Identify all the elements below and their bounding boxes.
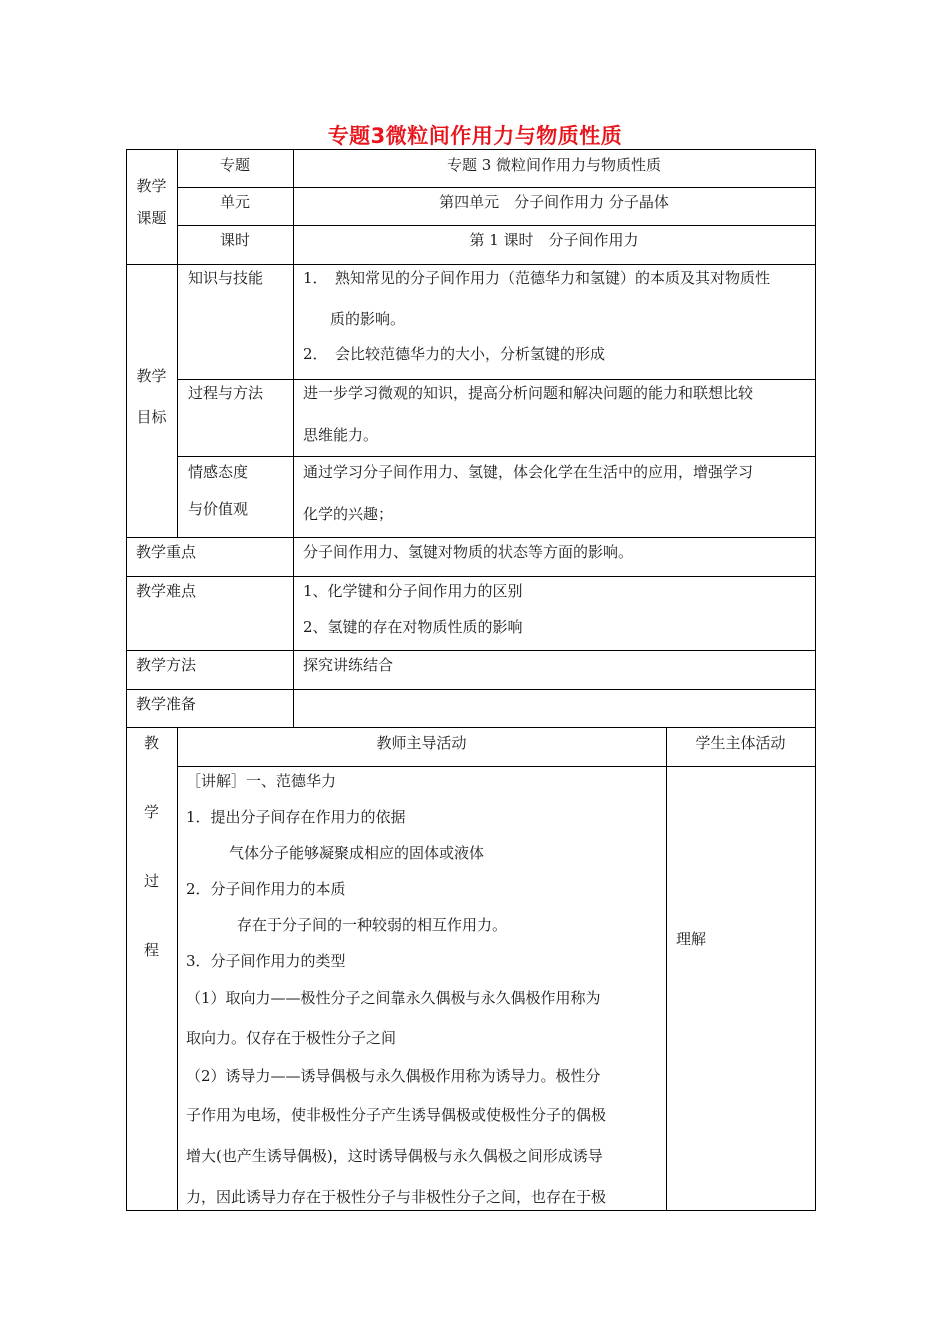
teacher-line: 1．提出分子间存在作用力的依据 bbox=[186, 808, 406, 826]
teacher-line: 取向力。仅存在于极性分子之间 bbox=[186, 1029, 397, 1047]
method-label: 教学方法 bbox=[136, 656, 197, 674]
goal-emotion-key-line1: 情感态度 bbox=[188, 463, 249, 481]
course-value-unit: 第四单元 分子间作用力 分子晶体 bbox=[439, 193, 669, 211]
prep-label: 教学准备 bbox=[136, 695, 197, 713]
student-activity-header: 学生主体活动 bbox=[695, 734, 786, 752]
goals-label-line1: 教学 bbox=[136, 367, 167, 385]
goal-knowledge-key: 知识与技能 bbox=[188, 269, 264, 287]
course-value-lesson: 第 1 课时 分子间作用力 bbox=[469, 231, 639, 249]
teacher-line: 存在于分子间的一种较弱的相互作用力。 bbox=[237, 916, 508, 934]
teacher-line: 子作用为电场，使非极性分子产生诱导偶极或使极性分子的偶极 bbox=[186, 1106, 607, 1124]
difficulty-label: 教学难点 bbox=[136, 582, 197, 600]
difficulty-line2: 2、氢键的存在对物质性质的影响 bbox=[303, 618, 523, 636]
page-title: 专题3微粒间作用力与物质性质 bbox=[327, 124, 623, 148]
course-key-topic: 专题 bbox=[219, 156, 250, 174]
teacher-line: （1）取向力——极性分子之间靠永久偶极与永久偶极作用称为 bbox=[186, 989, 601, 1007]
goal-process-line1: 进一步学习微观的知识，提高分析问题和解决问题的能力和联想比较 bbox=[303, 384, 754, 402]
process-side-char-1: 教 bbox=[143, 734, 159, 752]
teacher-activity-header: 教师主导活动 bbox=[376, 734, 467, 752]
key-point-label: 教学重点 bbox=[136, 543, 197, 561]
key-point-value: 分子间作用力、氢键对物质的状态等方面的影响。 bbox=[303, 543, 634, 561]
course-value-topic: 专题 3 微粒间作用力与物质性质 bbox=[446, 156, 662, 174]
goal-emotion-key-line2: 与价值观 bbox=[188, 500, 249, 518]
process-side-char-2: 学 bbox=[143, 803, 159, 821]
student-note: 理解 bbox=[676, 930, 707, 948]
process-side-char-3: 过 bbox=[143, 872, 159, 890]
difficulty-line1: 1、化学键和分子间作用力的区别 bbox=[303, 582, 523, 600]
goal-knowledge-line2: 质的影响。 bbox=[330, 310, 406, 328]
course-key-unit: 单元 bbox=[219, 193, 250, 211]
teacher-line: 气体分子能够凝聚成相应的固体或液体 bbox=[229, 844, 485, 862]
goal-emotion-line1: 通过学习分子间作用力、氢键，体会化学在生活中的应用，增强学习 bbox=[303, 463, 754, 481]
goal-process-line2: 思维能力。 bbox=[303, 426, 379, 444]
teacher-line: （2）诱导力——诱导偶极与永久偶极作用称为诱导力。极性分 bbox=[186, 1067, 601, 1085]
teacher-line: ［讲解］一、范德华力 bbox=[186, 772, 337, 790]
goal-knowledge-line3: 2． 会比较范德华力的大小，分析氢键的形成 bbox=[303, 345, 606, 363]
teacher-line: 3．分子间作用力的类型 bbox=[186, 952, 346, 970]
goal-knowledge-line1: 1． 熟知常见的分子间作用力（范德华力和氢键）的本质及其对物质性 bbox=[303, 269, 771, 287]
process-side-char-4: 程 bbox=[143, 941, 159, 959]
method-value: 探究讲练结合 bbox=[303, 656, 394, 674]
teacher-line: 增大(也产生诱导偶极)，这时诱导偶极与永久偶极之间形成诱导 bbox=[186, 1147, 603, 1165]
course-key-lesson: 课时 bbox=[219, 231, 250, 249]
teacher-line: 2．分子间作用力的本质 bbox=[186, 880, 346, 898]
course-label-line2: 课题 bbox=[136, 209, 167, 227]
goals-label-line2: 目标 bbox=[136, 408, 167, 426]
goal-emotion-line2: 化学的兴趣； bbox=[303, 505, 394, 523]
goal-process-key: 过程与方法 bbox=[188, 384, 264, 402]
teacher-line: 力，因此诱导力存在于极性分子与非极性分子之间，也存在于极 bbox=[186, 1188, 607, 1206]
course-label-line1: 教学 bbox=[136, 177, 167, 195]
